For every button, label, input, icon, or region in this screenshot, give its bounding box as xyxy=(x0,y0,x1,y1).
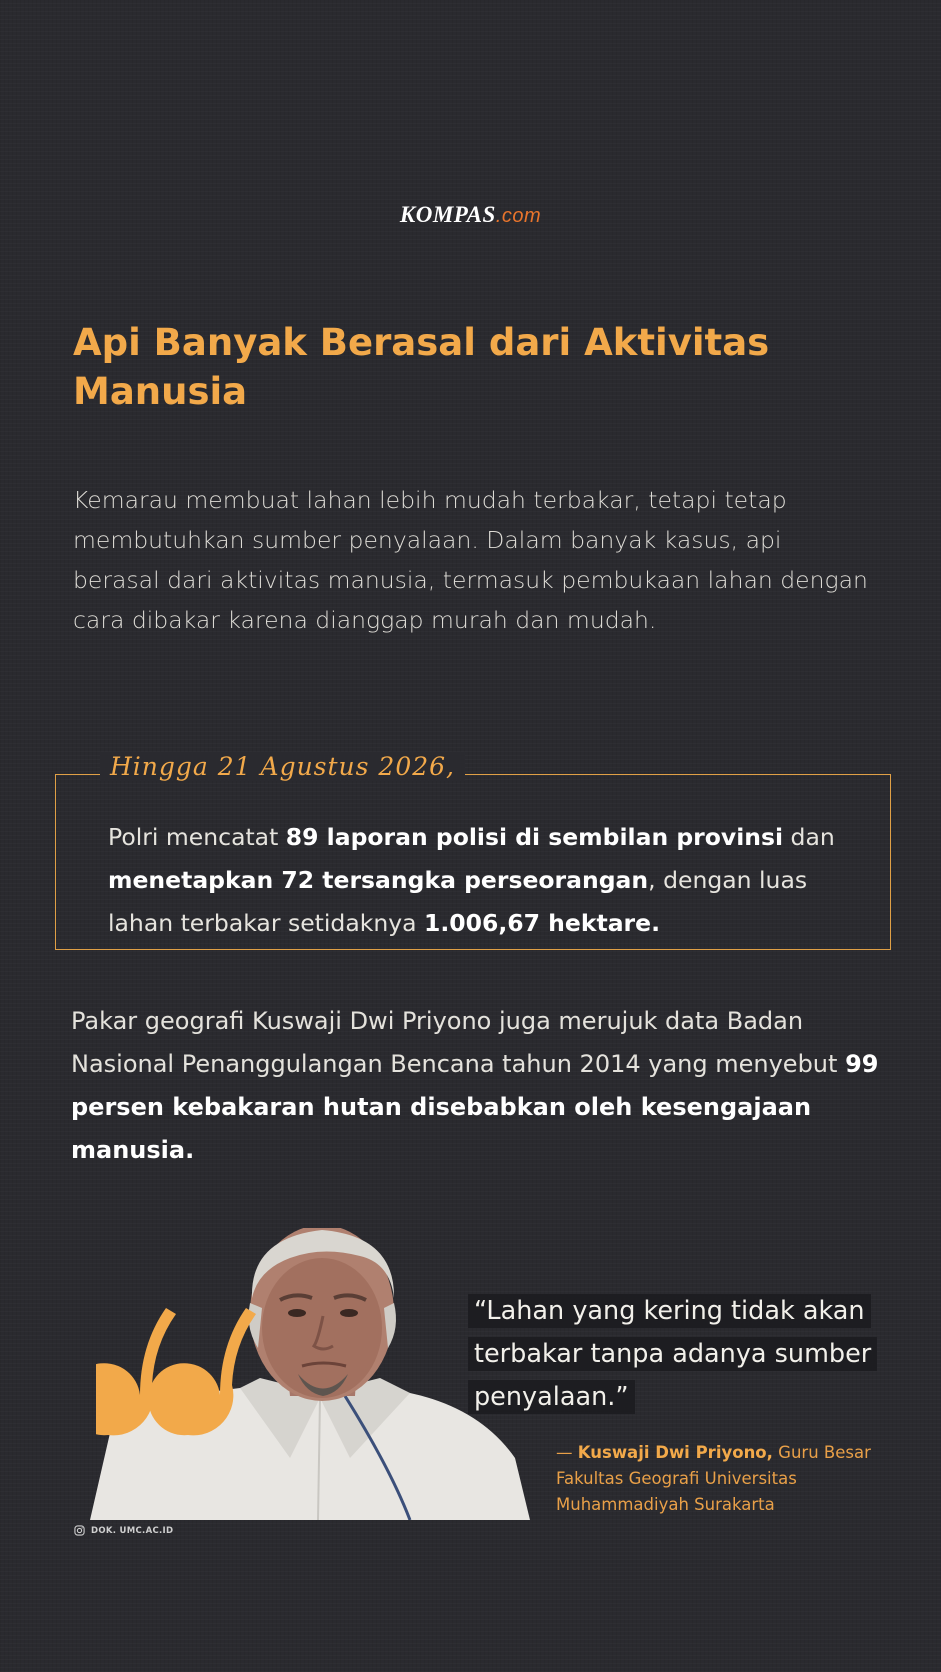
highlight-box-text xyxy=(108,816,878,945)
highlight-bold-1: 89 laporan polisi di sembilan provinsi xyxy=(285,823,784,851)
quote-attribution xyxy=(556,1440,896,1518)
highlight-text-3: , dengan luas lahan terbakar setidaknya xyxy=(108,866,808,937)
highlight-bold-3: 1.006,67 hektare. xyxy=(424,909,661,937)
page-title: Api Banyak Berasal dari Aktivitas Manusia xyxy=(73,321,770,413)
highlight-bold-2: menetapkan 72 tersangka perseorangan xyxy=(108,866,649,894)
pull-quote-text: “Lahan yang kering tidak akan terbakar tanpa adanya sumber penyalaan.” xyxy=(468,1294,877,1414)
brand-logo xyxy=(0,202,941,228)
intro-paragraph: Kemarau membuat lahan lebih mudah terbakar, tetapi tetap membutuhkan sumber penyalaan. Dalam banyak kasus, api berasal dari aktivitas manusia, termasuk pembukaan lahan dengan cara dibakar karena dianggap murah dan mudah. xyxy=(73,486,868,634)
photo-credit-text: DOK. UMC.AC.ID xyxy=(91,1525,174,1536)
highlight-text-1: Polri mencatat xyxy=(108,823,286,851)
attribution-dash: — xyxy=(556,1443,578,1462)
pull-quote xyxy=(468,1290,888,1419)
photo-credit xyxy=(74,1525,173,1536)
paragraph-text: Pakar geografi Kuswaji Dwi Priyono juga merujuk data Badan Nasional Penanggulangan Bencana tahun 2014 yang menyebut xyxy=(71,1007,846,1078)
highlight-text-2: dan xyxy=(783,823,835,851)
highlight-box-label: Hingga 21 Agustus 2026, xyxy=(100,752,465,781)
brand-name: KOMPAS xyxy=(399,202,496,227)
instagram-icon xyxy=(74,1525,85,1536)
attribution-role: Guru Besar Fakultas Geografi Universitas Muhammadiyah Surakarta xyxy=(556,1443,871,1514)
paragraph-bold: 99 persen kebakaran hutan disebabkan oleh kesengajaan manusia. xyxy=(71,1050,879,1164)
attribution-name: Kuswaji Dwi Priyono, xyxy=(577,1443,773,1462)
body-paragraph xyxy=(71,1000,891,1172)
quote-mark-icon xyxy=(96,1300,256,1440)
brand-suffix: .com xyxy=(495,205,542,227)
